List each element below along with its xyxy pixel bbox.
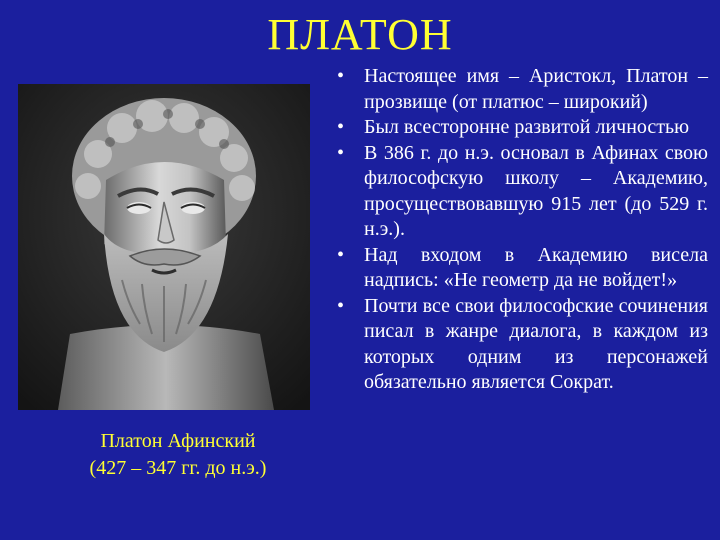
caption-dates: (427 – 347 гг. до н.э.) [89,457,267,479]
bullet-dot: • [337,243,345,266]
bullet-item [332,243,708,294]
bullet-dot: • [337,141,345,164]
bullet-item [332,64,708,115]
plato-bust-icon [18,84,310,410]
bullet-list [332,64,708,396]
bullet-text: Был всесторонне развитой личностью [364,116,690,138]
bullet-text: Настоящее имя – Аристокл, Платон – прозвище (от платюс – широкий) [364,65,708,113]
portrait-image [18,84,310,410]
bullet-item [332,294,708,396]
portrait-caption [20,428,336,482]
caption-name: Платон Афинский [100,430,256,452]
bullet-item [332,115,708,141]
bullet-dot: • [337,294,345,317]
bullet-text: Над входом в Академию висела надпись: «Не геометр да не войдет!» [364,243,708,291]
bullet-text: В 386 г. до н.э. основал в Афинах свою философскую школу – Академию, просуществовавшую 915 лет (до 529 г. н.э.). [364,141,708,240]
bullet-dot: • [337,65,345,87]
bullet-dot: • [337,116,345,138]
bullet-text: Почти все свои философские сочинения писал в жанре диалога, в каждом из которых одним из персонажей обязательно является Сократ. [364,294,708,393]
bullet-item [332,141,708,243]
slide-title: ПЛАТОН [267,10,453,59]
